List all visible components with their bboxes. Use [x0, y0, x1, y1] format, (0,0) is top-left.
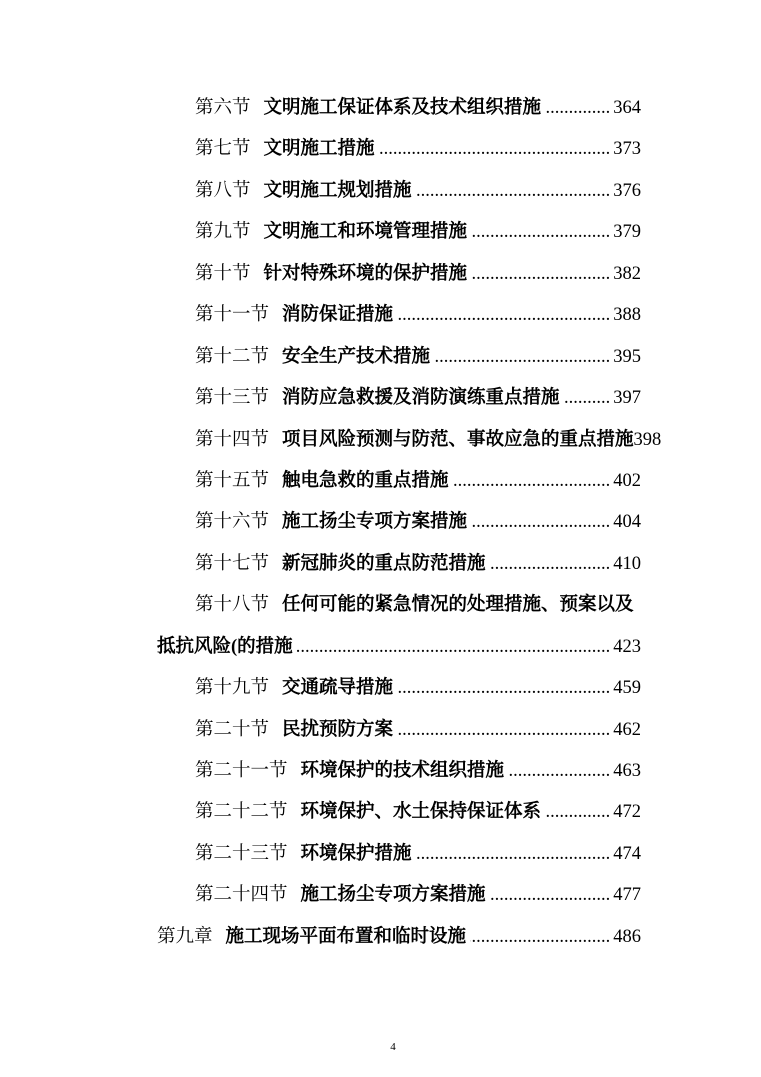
- toc-leader-dots: [545, 792, 610, 833]
- toc-entry-line-2: [157, 627, 641, 668]
- toc-page-number: 404: [613, 512, 641, 533]
- toc-entry-title: 消防应急救援及消防演练重点措施: [282, 388, 560, 409]
- toc-section-label: 第二十一节: [195, 761, 288, 781]
- toc-leader-dots: [416, 171, 611, 212]
- toc-entry-title: 文明施工规划措施: [263, 180, 412, 201]
- toc-leader-dots: [397, 710, 610, 751]
- toc-leader-dots: [490, 875, 611, 916]
- toc-entry-title: 文明施工保证体系及技术组织措施: [263, 98, 542, 118]
- toc-leader-dots: [471, 212, 610, 253]
- toc-entry: [157, 295, 641, 336]
- toc-page-number: 402: [613, 470, 641, 491]
- toc-section-label: 第十三节: [195, 388, 270, 409]
- toc-section-label: 第二十二节: [195, 802, 288, 823]
- toc-page-number: 388: [613, 305, 641, 326]
- toc-section-label: 第二十三节: [195, 843, 288, 864]
- toc-entry-title: 项目风险预测与防范、事故应急的重点措施: [282, 429, 634, 450]
- toc-page-number: 472: [613, 802, 641, 823]
- toc-leader-dots: [471, 502, 610, 543]
- toc-entry: [157, 502, 641, 543]
- toc-section-label: 第十一节: [195, 305, 270, 326]
- toc-page-number: 459: [613, 678, 641, 699]
- toc-page-number: 397: [613, 388, 641, 409]
- toc-leader-dots: [470, 917, 610, 958]
- toc-entry: [157, 792, 641, 833]
- toc-page-number: 398: [633, 429, 662, 450]
- toc-entry-title: 交通疏导措施: [282, 678, 394, 699]
- toc-entry-title: 施工扬尘专项方案措施: [282, 512, 468, 533]
- toc-section-label: 第十九节: [195, 678, 270, 699]
- toc-entry: [157, 337, 641, 378]
- toc-leader-dots: [434, 337, 610, 378]
- toc-section-label: 第十四节: [195, 429, 270, 450]
- toc-entry: [157, 875, 641, 916]
- toc-entry-title: 施工扬尘专项方案措施: [300, 885, 486, 906]
- toc-entry-title: 消防保证措施: [282, 305, 394, 326]
- toc-page-number: 463: [613, 761, 641, 781]
- toc-page-number: 462: [613, 719, 641, 740]
- toc-page-number: 395: [613, 346, 641, 367]
- toc-section-label: 第七节: [195, 139, 251, 160]
- toc-leader-dots: [397, 295, 610, 336]
- toc-page-number: 410: [613, 553, 641, 574]
- toc-entry: [157, 544, 641, 585]
- toc-leader-dots: [379, 129, 611, 170]
- toc-page-number: 379: [613, 222, 641, 243]
- toc-leader-dots: [545, 88, 610, 129]
- toc-entry: [157, 254, 641, 295]
- toc-page-number: 376: [613, 180, 641, 201]
- toc-entry: [157, 129, 641, 170]
- toc-chapter-entry: [157, 917, 641, 958]
- toc-section-label: 第九节: [195, 222, 251, 243]
- toc-entry: [157, 834, 641, 875]
- toc-entry-title: 触电急救的重点措施: [282, 470, 449, 491]
- toc-leader-dots: [508, 751, 610, 792]
- toc-section-label: 第十八节: [195, 595, 270, 616]
- toc-entry-title: 文明施工措施: [263, 139, 375, 160]
- toc-entry-wrapped: [157, 585, 641, 668]
- page-footer-number: 4: [390, 1041, 396, 1053]
- toc-entry-title-continued: 抵抗风险(的措施: [157, 636, 293, 657]
- toc-page-number: 474: [613, 843, 641, 864]
- toc-entry-title: 民扰预防方案: [282, 719, 394, 740]
- toc-entry: [157, 88, 641, 129]
- toc-section-label: 第六节: [195, 98, 251, 118]
- toc-entry-title: 施工现场平面布置和临时设施: [225, 926, 467, 947]
- toc-leader-dots: [397, 668, 610, 709]
- toc-page-number: 364: [613, 98, 641, 118]
- toc-section-label: 第八节: [195, 180, 251, 201]
- toc-section-label: 第十节: [195, 263, 251, 284]
- toc-entry: [157, 461, 641, 502]
- toc-entry-title: 环境保护措施: [300, 843, 412, 864]
- toc-entry-title: 针对特殊环境的保护措施: [263, 263, 468, 284]
- toc-leader-dots: [297, 627, 611, 668]
- toc-leader-dots: [564, 378, 611, 419]
- table-of-contents: [157, 88, 662, 958]
- toc-page-number: 373: [613, 139, 641, 160]
- toc-entry-title: 环境保护的技术组织措施: [300, 761, 505, 781]
- toc-entry: [157, 171, 641, 212]
- toc-section-label: 第十七节: [195, 553, 270, 574]
- toc-section-label: 第十二节: [195, 346, 270, 367]
- toc-page-number: 382: [613, 263, 641, 284]
- toc-entry-line-1: [157, 585, 641, 626]
- toc-entry-title: 新冠肺炎的重点防范措施: [282, 553, 486, 574]
- toc-page-number: 486: [613, 926, 641, 947]
- toc-section-label: 第二十节: [195, 719, 270, 740]
- toc-chapter-label: 第九章: [157, 926, 213, 947]
- toc-page-number: 423: [613, 636, 641, 657]
- toc-section-label: 第十五节: [195, 470, 270, 491]
- toc-entry: [157, 710, 641, 751]
- toc-entry: [157, 420, 662, 461]
- toc-leader-dots: [416, 834, 611, 875]
- toc-leader-dots: [453, 461, 611, 502]
- toc-entry-title: 任何可能的紧急情况的处理措施、预案以及: [282, 595, 634, 616]
- toc-leader-dots: [490, 544, 611, 585]
- toc-section-label: 第二十四节: [195, 885, 288, 906]
- toc-entry: [157, 378, 641, 419]
- toc-entry: [157, 751, 641, 792]
- toc-entry: [157, 668, 641, 709]
- toc-entry-title: 环境保护、水土保持保证体系: [300, 802, 542, 823]
- toc-leader-dots: [471, 254, 610, 295]
- toc-page-number: 477: [613, 885, 641, 906]
- toc-entry: [157, 212, 641, 253]
- toc-entry-title: 文明施工和环境管理措施: [263, 222, 468, 243]
- toc-section-label: 第十六节: [195, 512, 270, 533]
- toc-entry-title: 安全生产技术措施: [282, 346, 431, 367]
